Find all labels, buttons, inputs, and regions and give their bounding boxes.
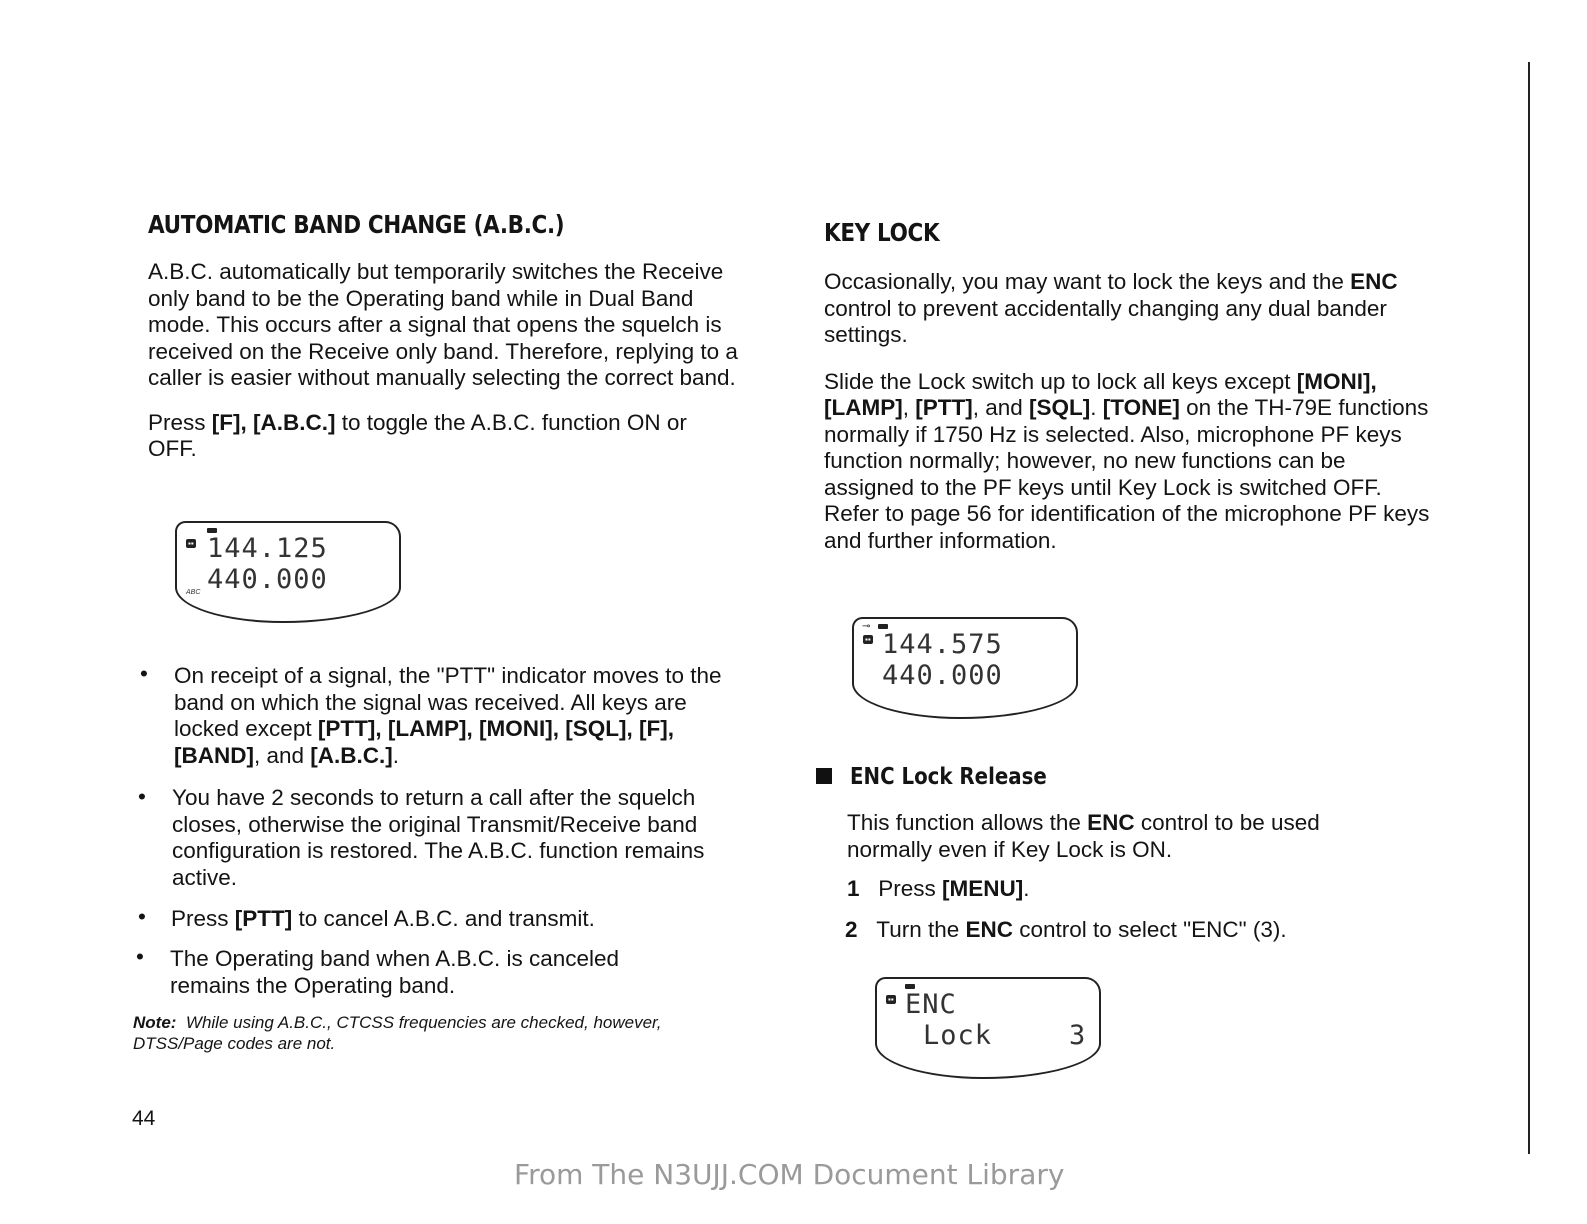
- abc-bullet-4: The Operating band when A.B.C. is canceled remains the Operating band.: [170, 946, 620, 998]
- lcd-frequency-line-2: 440.000: [882, 660, 1003, 691]
- lcd-ptt-indicator: ▪▪: [888, 995, 894, 1004]
- lcd-frequency-line-1: 144.125: [207, 533, 328, 564]
- key-ref: ENC: [1087, 810, 1135, 835]
- key-ref: [MENU]: [942, 876, 1024, 901]
- abc-bullet-1: [174, 663, 744, 769]
- bullet-dot: •: [136, 944, 144, 969]
- lcd-menu-line-1: ENC: [905, 989, 957, 1020]
- footer-watermark: From The N3UJJ.COM Document Library: [514, 1158, 1065, 1191]
- abc-note: [133, 1012, 693, 1054]
- bullet-dot: •: [138, 904, 146, 929]
- lcd-frequency-line-1: 144.575: [882, 629, 1003, 660]
- lcd-frequency-line-2: 440.000: [207, 564, 328, 595]
- abc-title: AUTOMATIC BAND CHANGE (A.B.C.): [148, 210, 565, 239]
- text: Occasionally, you may want to lock the keys and the: [824, 269, 1351, 294]
- text: Press: [171, 906, 235, 931]
- page-number: 44: [132, 1107, 156, 1130]
- abc-bullet-2: You have 2 seconds to return a call after the squelch closes, otherwise the original Transmit/Receive band configuration is restored. The A.B.C. function remains active.: [172, 785, 705, 890]
- key-ref: [MONI], [LAMP]: [824, 368, 1377, 420]
- section-marker-square-icon: [816, 768, 832, 784]
- lcd-ptt-indicator: ▪▪: [865, 635, 871, 644]
- note-label: Note:: [133, 1013, 177, 1032]
- page-edge-line: [1528, 62, 1530, 1154]
- key-ref: [A.B.C.]: [310, 742, 393, 768]
- key-ref: [SQL]: [1029, 395, 1091, 420]
- text: Press: [878, 876, 943, 901]
- text: This function allows the: [847, 810, 1088, 835]
- key-ref: [PTT]: [915, 395, 973, 420]
- text: Slide the Lock switch up to lock all keys except: [824, 368, 1297, 394]
- step-2: [845, 917, 1405, 944]
- text: On receipt of a signal, the "PTT" indicator moves to the band on which the signal was received. All keys are locked except: [174, 663, 722, 741]
- key-ref: ENC: [1350, 269, 1398, 294]
- lcd-menu-value: 3: [1069, 1020, 1087, 1051]
- text: .: [1023, 876, 1030, 901]
- key-ref: [PTT], [LAMP], [MONI], [SQL], [F], [BAND]: [174, 716, 675, 768]
- keylock-title: KEY LOCK: [824, 218, 940, 247]
- text: control to be used normally even if Key Lock is ON.: [847, 810, 1320, 862]
- key-ref: [PTT]: [234, 906, 293, 931]
- keylock-section: [824, 218, 1434, 554]
- abc-paragraph-1: A.B.C. automatically but temporarily switches the Receive only band to be the Operating band while in Dual Band mode. This occurs after a signal that opens the squelch is received on the Receive only band. Therefore, replying to a caller is easier without manually selecting the correct band.: [148, 259, 738, 390]
- abc-lcd-display: [175, 521, 401, 623]
- text: to toggle the A.B.C. function ON or OFF.: [148, 409, 687, 461]
- text: Turn the: [876, 917, 966, 942]
- text: to cancel A.B.C. and transmit.: [292, 906, 595, 931]
- enc-lock-release-title: ENC Lock Release: [850, 764, 1047, 790]
- enc-lock-paragraph: [847, 810, 1387, 863]
- bullet-dot: •: [138, 784, 146, 809]
- keylock-paragraph-2: [824, 369, 1430, 555]
- text: ,: [902, 395, 916, 420]
- lcd-ptt-indicator: ▪▪: [188, 539, 194, 548]
- key-icon: ⊸: [862, 621, 871, 632]
- text: control to select "ENC" (3).: [1013, 917, 1287, 942]
- keylock-lcd-display: [852, 617, 1078, 719]
- text: on the TH-79E functions normally if 1750 Hz is selected. Also, microphone PF keys function normally; however, no new functions can be assigned to the PF keys until Key Lock is switched OFF. Refer to page 56 for identification of the microphone PF keys and further information.: [824, 395, 1430, 553]
- text: , and: [972, 395, 1030, 420]
- step-1: [847, 876, 1387, 903]
- step-number: 2: [845, 917, 858, 942]
- enc-lcd-display: [875, 977, 1101, 1079]
- key-ref: [F], [A.B.C.]: [211, 409, 336, 435]
- step-number: 1: [847, 876, 860, 901]
- note-text: While using A.B.C., CTCSS frequencies are checked, however, DTSS/Page codes are not.: [133, 1013, 662, 1053]
- abc-section: [148, 210, 760, 463]
- text: .: [392, 742, 400, 768]
- lcd-menu-line-2: Lock: [923, 1020, 993, 1051]
- key-ref: ENC: [965, 917, 1014, 942]
- abc-bullet-3: [171, 906, 731, 933]
- lcd-abc-label: ABC: [186, 589, 201, 596]
- key-ref: [TONE]: [1102, 395, 1180, 420]
- text: , and: [253, 742, 311, 768]
- keylock-paragraph-1: [824, 269, 1424, 349]
- text: Press: [148, 409, 212, 435]
- text: .: [1090, 395, 1103, 420]
- abc-paragraph-2: [148, 410, 738, 463]
- bullet-dot: •: [140, 661, 148, 686]
- text: control to prevent accidentally changing any dual bander settings.: [824, 295, 1387, 347]
